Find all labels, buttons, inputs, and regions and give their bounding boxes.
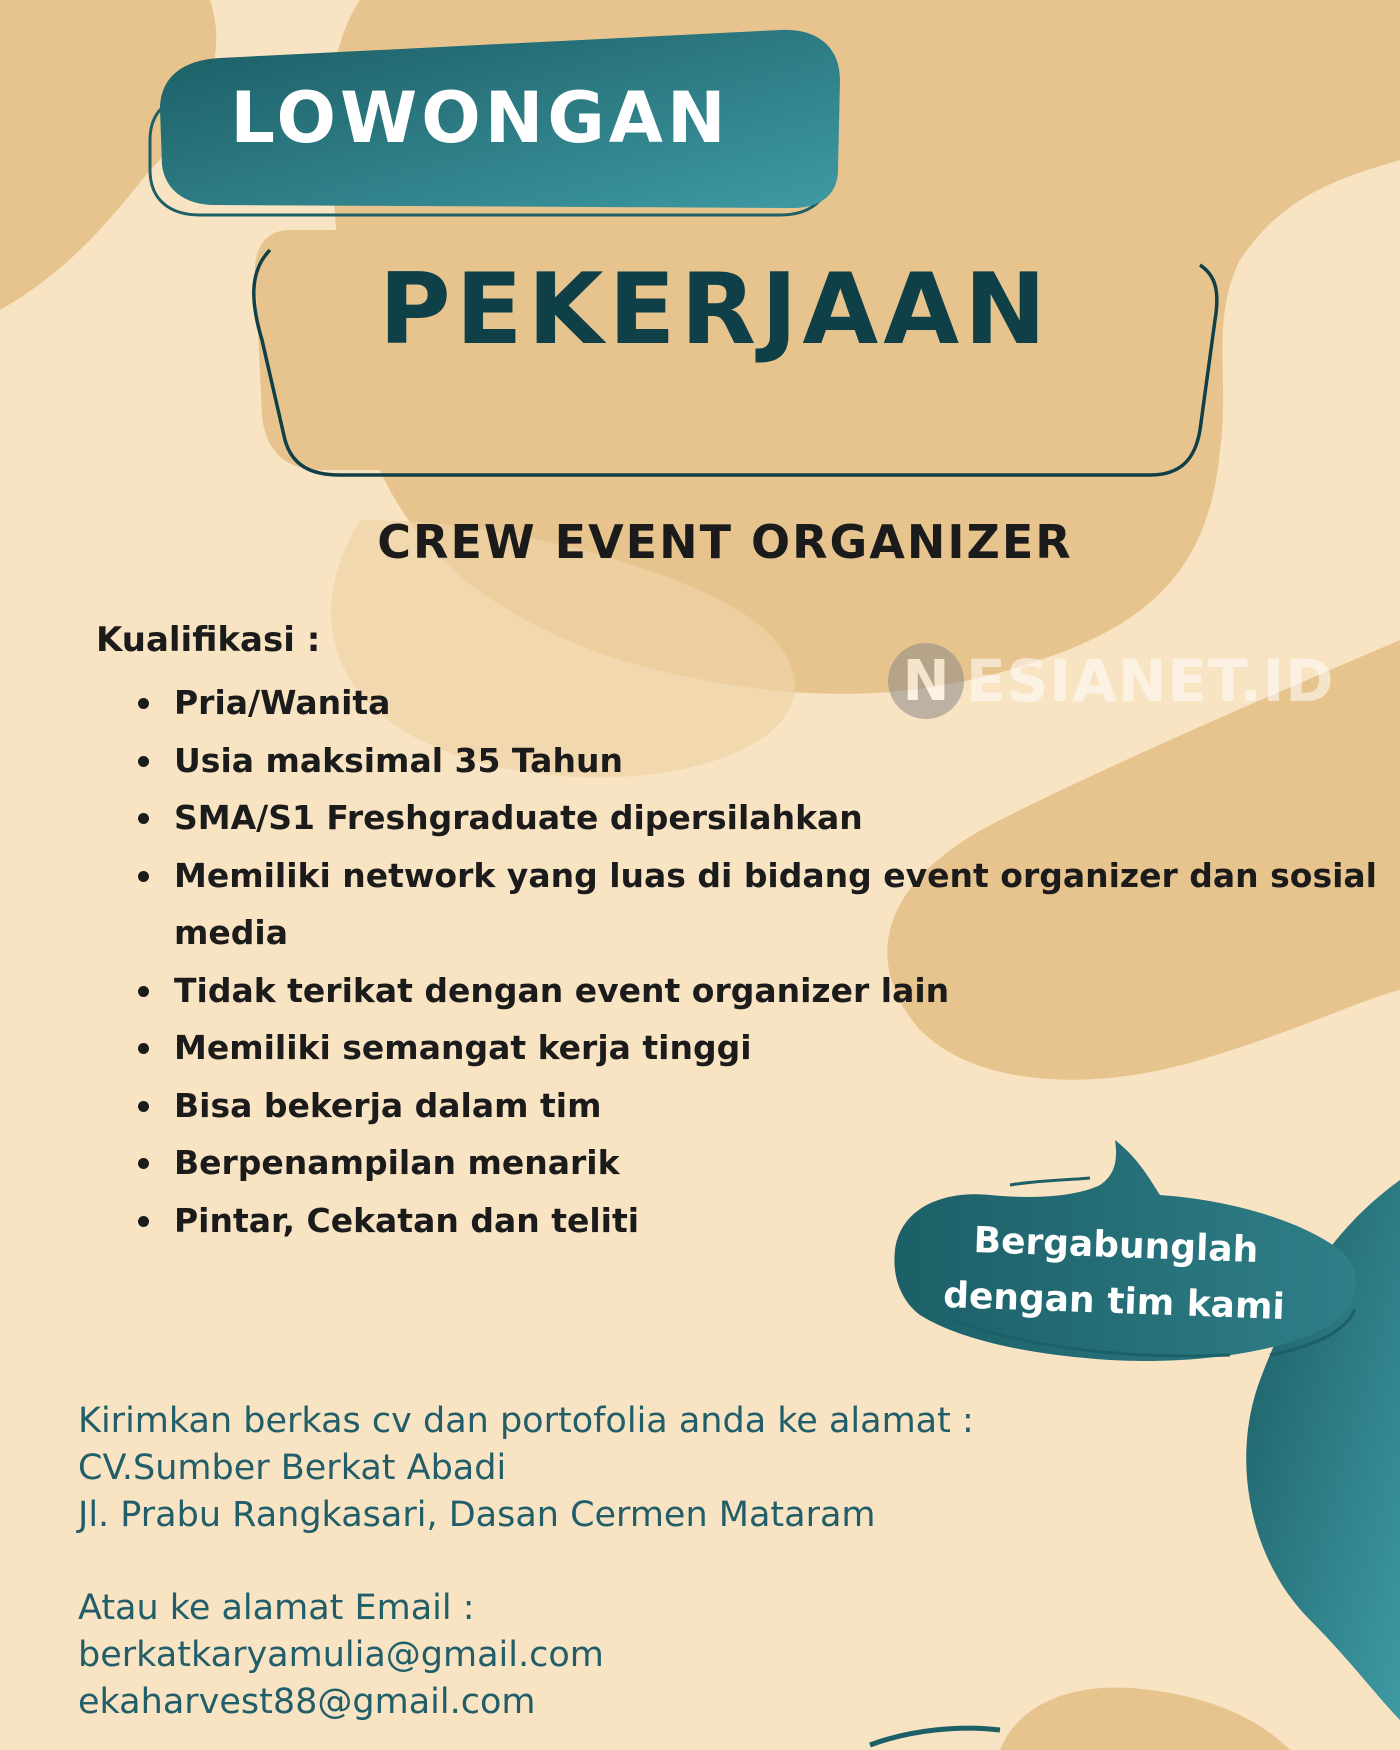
email-heading: Atau ke alamat Email :	[78, 1588, 475, 1628]
qualification-item: Usia maksimal 35 Tahun	[136, 732, 1386, 790]
title-pekerjaan: PEKERJAAN	[378, 253, 1052, 367]
title-lowongan: LOWONGAN	[230, 77, 730, 159]
qualification-item: Memiliki semangat kerja tinggi	[136, 1019, 1386, 1077]
watermark-text: ESIANET.ID	[966, 647, 1335, 715]
send-instruction: Kirimkan berkas cv dan portofolia anda ke alamat :	[78, 1401, 974, 1441]
qualification-item: Tidak terikat dengan event organizer lain	[136, 962, 1386, 1020]
qualification-item: Pria/Wanita	[136, 674, 1386, 732]
bubble-line-2: dengan tim kami	[942, 1275, 1286, 1328]
qualification-item: Pintar, Cekatan dan teliti	[136, 1192, 1386, 1250]
email-address: berkatkaryamulia@gmail.com	[78, 1635, 604, 1675]
qualifications-heading: Kualifikasi :	[96, 620, 321, 660]
qualification-item: Bisa bekerja dalam tim	[136, 1077, 1386, 1135]
contact-section	[78, 1398, 1228, 1726]
qualifications-list	[136, 674, 1386, 1249]
qualification-item: SMA/S1 Freshgraduate dipersilahkan	[136, 789, 1386, 847]
qualification-item: Memiliki network yang luas di bidang event organizer dan sosial media	[136, 847, 1386, 962]
company-name: CV.Sumber Berkat Abadi	[78, 1448, 507, 1488]
qualification-item: Berpenampilan menarik	[136, 1134, 1386, 1192]
bubble-line-1: Bergabunglah	[972, 1220, 1259, 1271]
company-address: Jl. Prabu Rangkasari, Dasan Cermen Mataram	[78, 1495, 876, 1535]
watermark-logo-icon: N	[888, 643, 964, 719]
email-address: ekaharvest88@gmail.com	[78, 1682, 536, 1722]
join-team-bubble	[898, 1211, 1332, 1338]
decor-stroke	[870, 1728, 1000, 1745]
position-title: CREW EVENT ORGANIZER	[377, 515, 1073, 569]
